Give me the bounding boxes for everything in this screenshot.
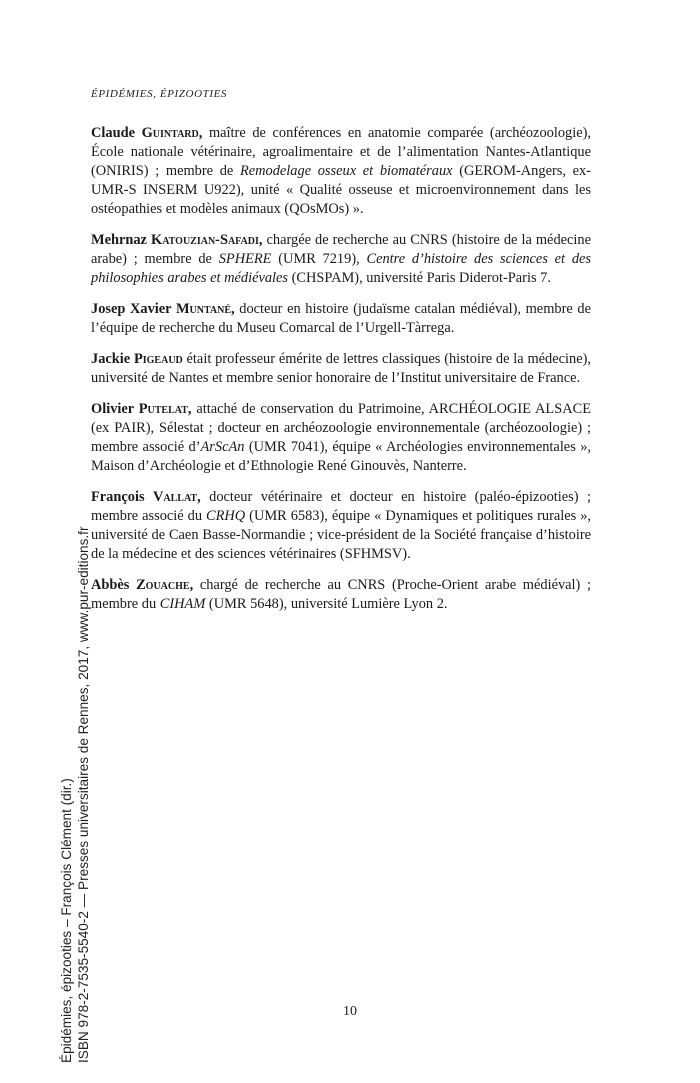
affiliation-text: chargée de recherche au CNRS (histoire de la médecine arabe) ; membre de (91, 232, 591, 267)
contributor-first-name: Jackie (91, 351, 131, 367)
contributor-entry (91, 576, 591, 614)
contributor-name (91, 401, 192, 417)
italic-title: SPHERE (218, 251, 272, 267)
contributor-surname: Katouzian-Safadi, (151, 232, 263, 248)
contributor-entry (91, 400, 591, 476)
contributor-name (91, 351, 183, 367)
affiliation-text: (CHSPAM), université Paris Diderot-Paris 7. (288, 270, 551, 286)
affiliation-text: (GEROM-Angers, ex-UMR-S INSERM U922), unité « Qualité osseuse et microenvironnement dans les ostéopathies et modèles animaux (QOsMOs) ». (91, 163, 591, 217)
italic-title: Centre d’histoire des sciences et des philosophies arabes et médiévales (91, 251, 591, 286)
contributor-first-name: Mehrnaz (91, 232, 147, 248)
contributor-surname: Muntané, (175, 301, 235, 317)
affiliation-text: (UMR 6583), équipe « Dynamiques et politiques rurales », université de Caen Basse-Normandie ; vice-président de la Société française d’histoire de la médecine et des sciences vétérinaires (SFHMSV). (91, 508, 592, 562)
contributor-entry (91, 124, 591, 219)
contributor-first-name: Josep Xavier (91, 301, 172, 317)
contributor-surname: Zouache, (136, 577, 194, 593)
contributor-first-name: Abbès (91, 577, 130, 593)
contributor-entry (91, 488, 591, 564)
contributor-entry (91, 350, 591, 388)
affiliation-text: maître de conférences en anatomie comparée (archéozoologie), École nationale vétérinaire, agroalimentaire et de l’alimentation Nantes-Atlantique (ONIRIS) ; membre de (91, 125, 591, 179)
contributor-surname: Pigeaud (133, 351, 183, 367)
contributor-first-name: François (91, 489, 145, 505)
side-credit (58, 493, 92, 1063)
affiliation-text: (UMR 7219), (271, 251, 367, 267)
contributors-list (91, 124, 591, 626)
contributor-name (91, 125, 202, 141)
running-head: ÉPIDÉMIES, ÉPIZOOTIES (91, 88, 228, 100)
contributor-first-name: Claude (91, 125, 135, 141)
affiliation-text: docteur vétérinaire et docteur en histoire (paléo-épizooties) ; membre associé du (91, 489, 591, 524)
affiliation-text: était professeur émérite de lettres classiques (histoire de la médecine), université de Nantes et membre senior honoraire de l’Institut universitaire de France. (91, 351, 591, 386)
contributor-surname: Putelat, (138, 401, 192, 417)
contributor-name (91, 577, 193, 593)
side-credit-isbn: ISBN 978-2-7535-5540-2 — Presses universitaires de Rennes, 2017, www.pur-editions.fr (76, 526, 91, 1063)
affiliation-text: docteur en histoire (judaïsme catalan médiéval), membre de l’équipe de recherche du Museu Comarcal de l’Urgell-Tàrrega. (91, 301, 591, 336)
page-number: 10 (343, 1004, 357, 1019)
affiliation-text: (UMR 5648), université Lumière Lyon 2. (205, 596, 448, 612)
contributor-first-name: Olivier (91, 401, 134, 417)
affiliation-text: (UMR 7041), équipe « Archéologies environnementales », Maison d’Archéologie et d’Ethnologie René Ginouvès, Nanterre. (91, 439, 591, 474)
italic-title: CIHAM (159, 596, 206, 612)
side-credit-title: Épidémies, épizooties – François Clément (dir.) (59, 778, 74, 1063)
contributor-name (91, 489, 201, 505)
affiliation-text: attaché de conservation du Patrimoine, ARCHÉOLOGIE ALSACE (ex PAIR), Sélestat ; docteur en archéozoologie environnementale (archéozoologie) ; membre associé d’ (91, 401, 591, 455)
contributor-entry (91, 231, 591, 288)
affiliation-text: chargé de recherche au CNRS (Proche-Orient arabe médiéval) ; membre du (91, 577, 591, 612)
italic-title: CRHQ (206, 508, 246, 524)
italic-title: Remodelage osseux et biomatéraux (239, 163, 453, 179)
contributor-name (91, 301, 235, 317)
contributor-name (91, 232, 262, 248)
italic-title: ArScAn (200, 439, 245, 455)
contributor-surname: Vallat, (153, 489, 201, 505)
contributor-entry (91, 300, 591, 338)
contributor-surname: Guintard, (141, 125, 203, 141)
